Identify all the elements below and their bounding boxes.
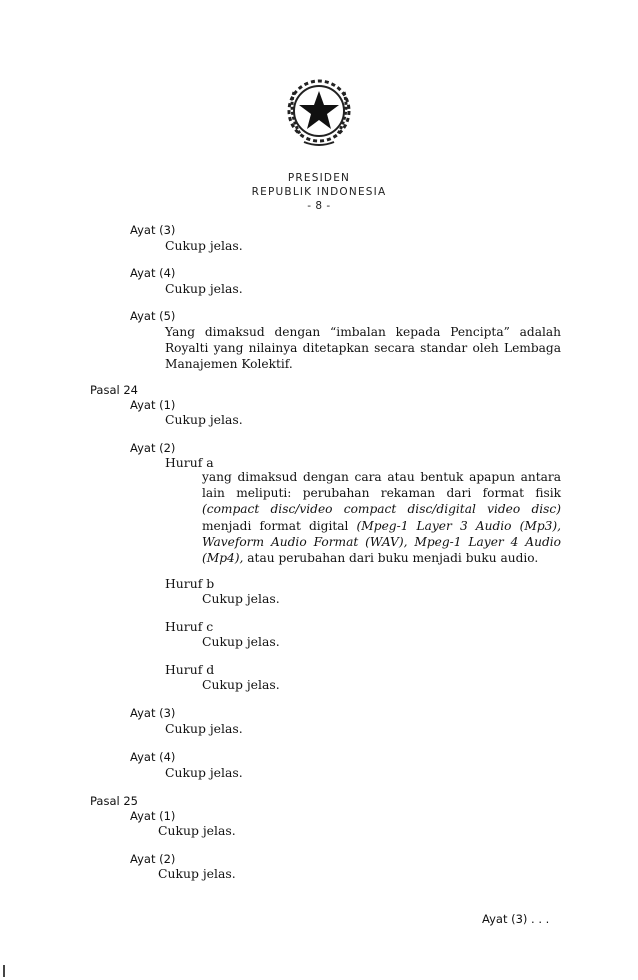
pasal-24-heading: Pasal 24 <box>90 383 138 397</box>
ayat-4-text: Cukup jelas. <box>165 281 243 296</box>
pasal-24-ayat-3-label: Ayat (3) <box>130 706 176 720</box>
huruf-a-line-6-italic: (Mp4), <box>202 551 244 566</box>
huruf-b-label: Huruf b <box>165 576 215 591</box>
continuation-note: Ayat (3) . . . <box>482 912 550 926</box>
pasal-24-ayat-3-text: Cukup jelas. <box>165 721 243 736</box>
garuda-star-emblem-icon <box>280 72 358 150</box>
pasal-24-ayat-2-label: Ayat (2) <box>130 441 176 455</box>
pasal-24-ayat-1-label: Ayat (1) <box>130 398 176 412</box>
header-subtitle: REPUBLIK INDONESIA <box>251 186 387 198</box>
huruf-a-line-1: yang dimaksud dengan cara atau bentuk apapun antara <box>202 470 561 484</box>
huruf-a-line-6 <box>202 550 561 566</box>
huruf-a-paragraph <box>202 469 561 566</box>
huruf-a-label: Huruf a <box>165 455 214 470</box>
pasal-24-ayat-4-label: Ayat (4) <box>130 750 176 764</box>
huruf-c-label: Huruf c <box>165 619 214 634</box>
page-number: - 8 - <box>307 200 331 212</box>
ayat-3-label: Ayat (3) <box>130 223 176 237</box>
pasal-25-ayat-2-label: Ayat (2) <box>130 852 176 866</box>
pasal-24-ayat-4-text: Cukup jelas. <box>165 765 243 780</box>
ayat-5-label: Ayat (5) <box>130 309 176 323</box>
huruf-c-text: Cukup jelas. <box>202 634 280 649</box>
ayat-5-line-2: Royalti yang nilainya ditetapkan secara standar oleh Lembaga <box>165 341 561 356</box>
huruf-d-text: Cukup jelas. <box>202 677 280 692</box>
ayat-3-text: Cukup jelas. <box>165 238 243 253</box>
huruf-a-line-4-text: menjadi format digital <box>202 518 357 533</box>
huruf-a-line-5: Waveform Audio Format (WAV), Mpeg-1 Layer 4 Audio <box>202 534 561 549</box>
ayat-4-label: Ayat (4) <box>130 266 176 280</box>
pasal-25-ayat-1-text: Cukup jelas. <box>158 823 236 838</box>
huruf-a-line-3: (compact disc/video compact disc/digital video disc) <box>202 502 561 517</box>
pasal-25-ayat-1-label: Ayat (1) <box>130 809 176 823</box>
huruf-b-text: Cukup jelas. <box>202 591 280 606</box>
ayat-5-line-1: Yang dimaksud dengan “imbalan kepada Pencipta” adalah <box>165 325 561 339</box>
pasal-25-ayat-2-text: Cukup jelas. <box>158 866 236 881</box>
pasal-24-ayat-1-text: Cukup jelas. <box>165 412 243 427</box>
huruf-a-line-6-text: atau perubahan dari buku menjadi buku audio. <box>243 551 539 566</box>
huruf-a-line-2: lain meliputi: perubahan rekaman dari format fisik <box>202 486 561 501</box>
ayat-5-paragraph <box>165 324 561 373</box>
huruf-a-line-4 <box>202 518 561 534</box>
pasal-25-heading: Pasal 25 <box>90 794 138 808</box>
scan-edge-mark <box>3 965 5 977</box>
huruf-d-label: Huruf d <box>165 662 215 677</box>
huruf-a-line-4-italic: (Mpeg-1 Layer 3 Audio (Mp3), <box>356 518 562 533</box>
header-title: PRESIDEN <box>287 172 351 184</box>
ayat-5-line-3: Manajemen Kolektif. <box>165 357 293 372</box>
